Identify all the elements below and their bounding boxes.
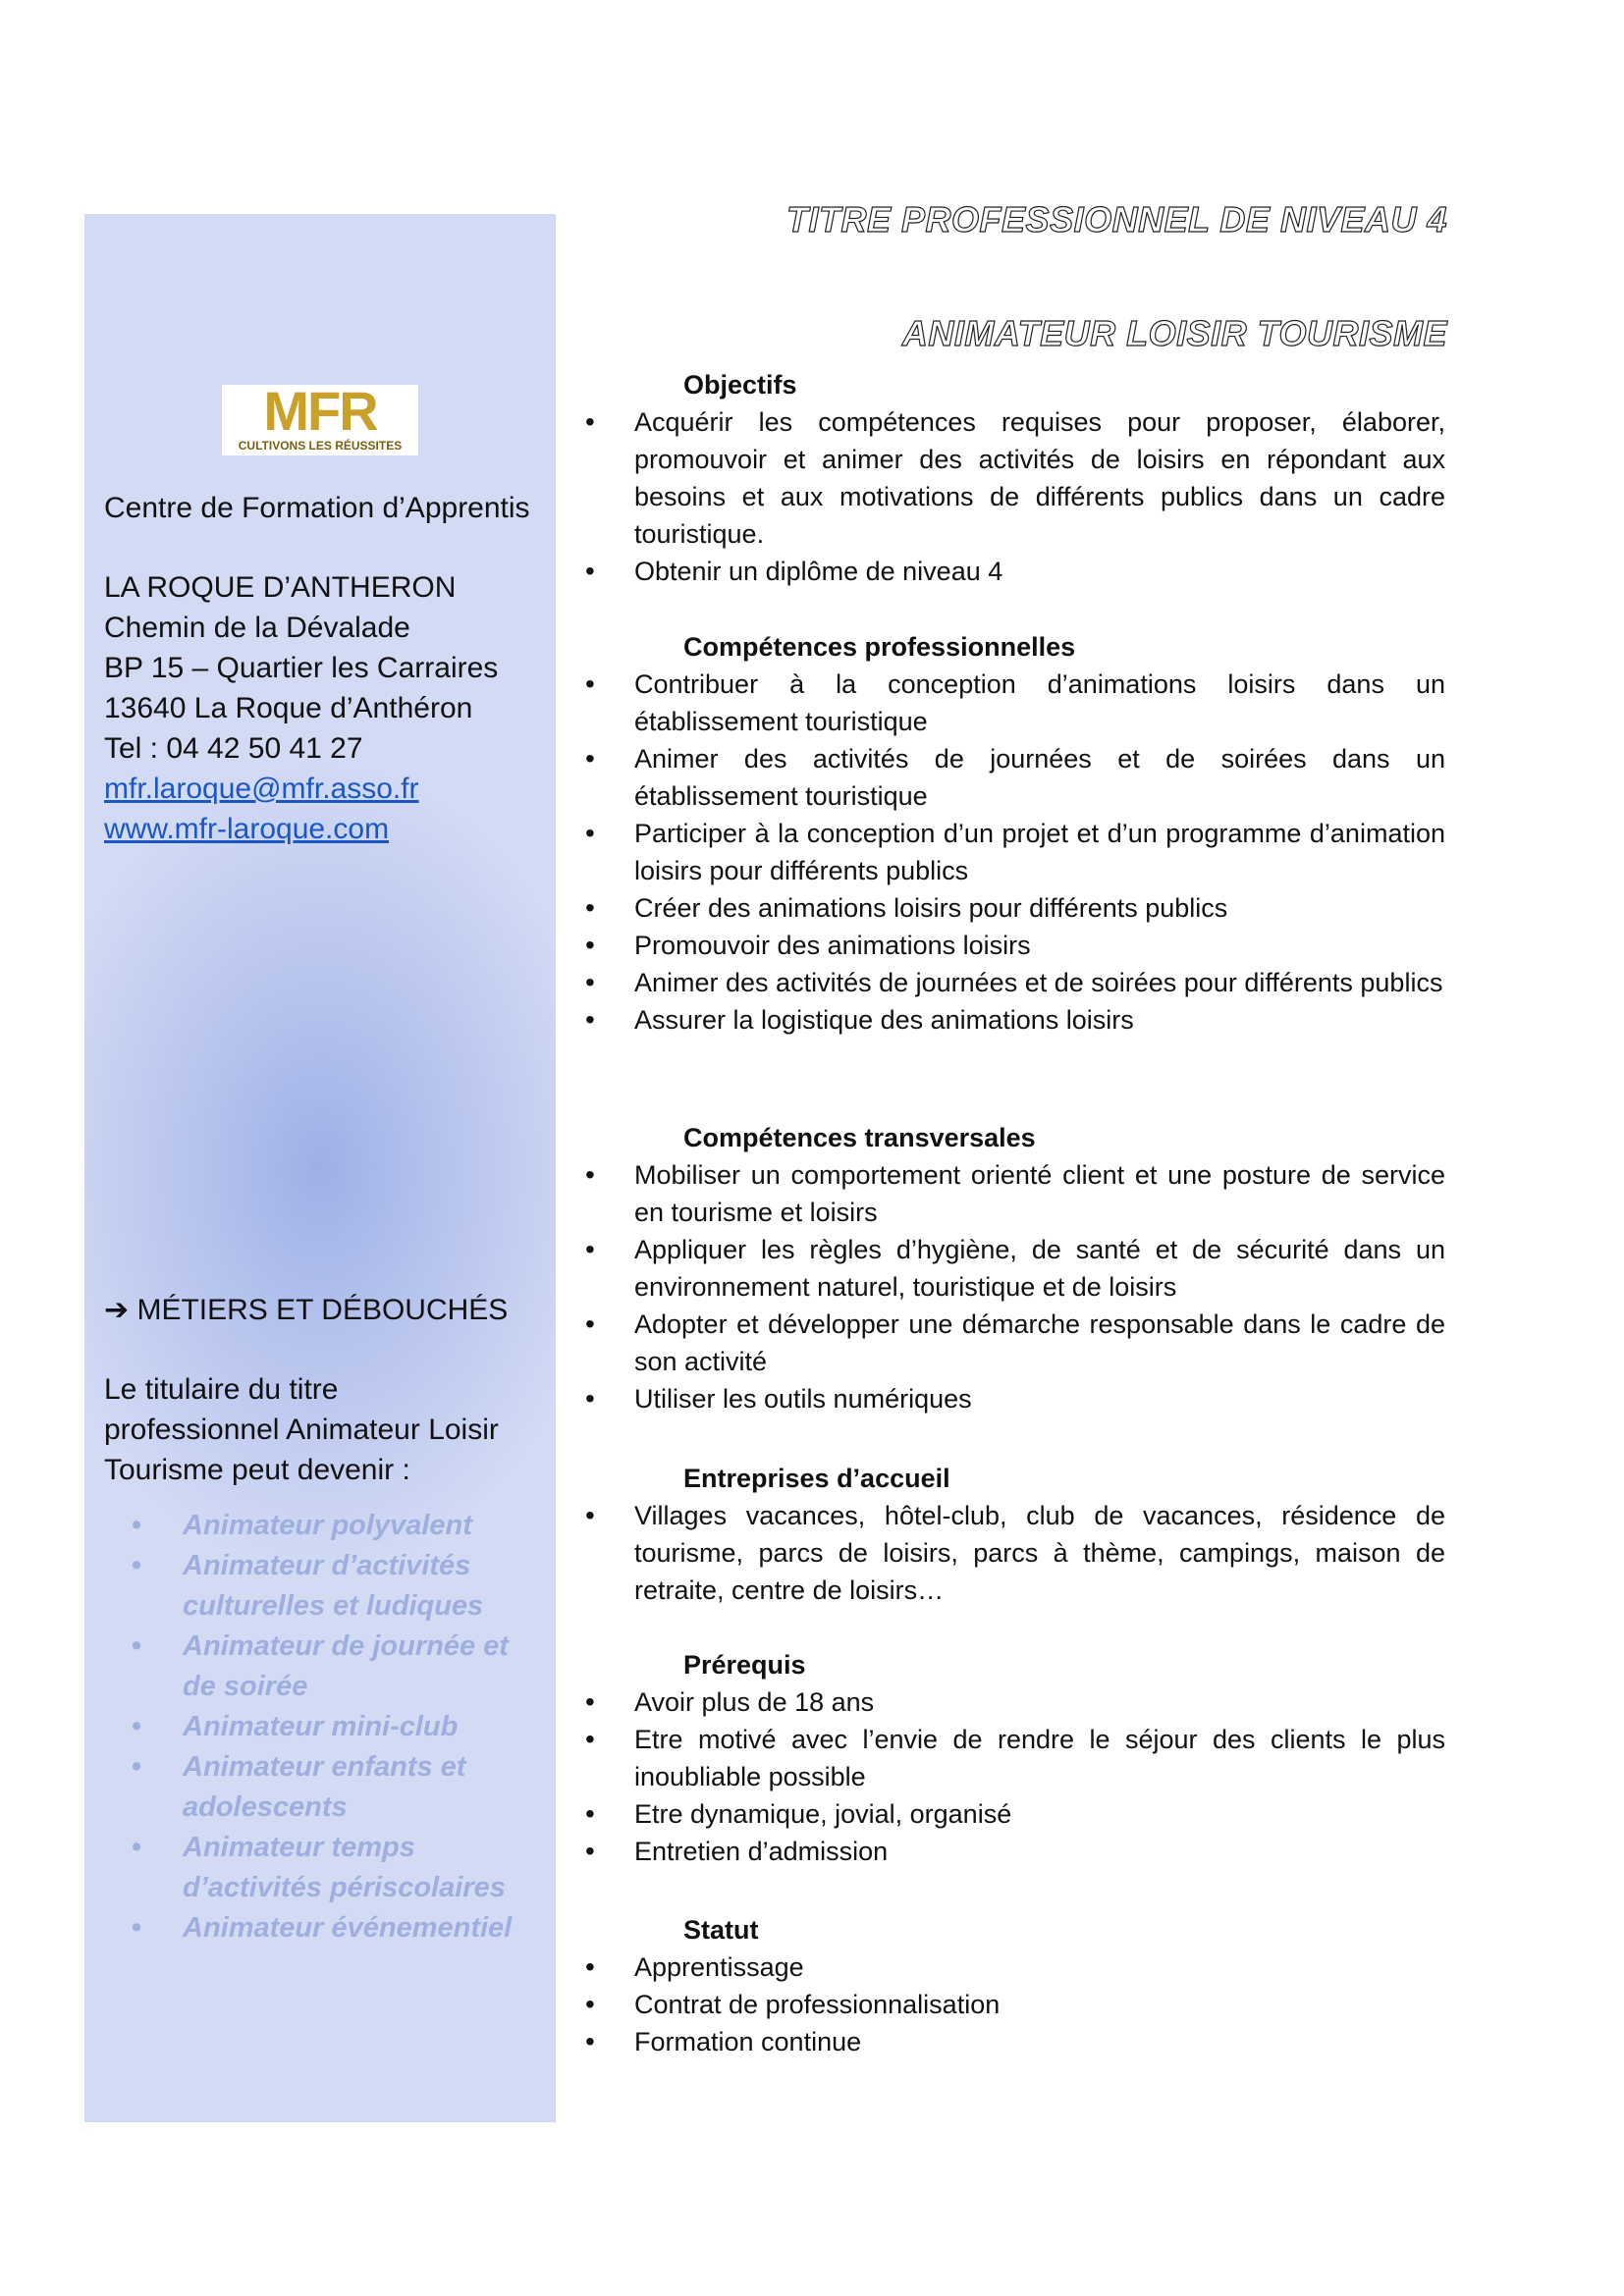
email-link[interactable]: mfr.laroque@mfr.asso.fr (104, 773, 419, 805)
list-item: • Mobiliser un comportement orienté client et une posture de service en tourisme et loisirs (585, 1159, 1445, 1227)
sidebar-panel (84, 214, 556, 2122)
logo-mark: MFR (263, 380, 377, 442)
list-item: • Acquérir les compétences requises pour proposer, élaborer, promouvoir et animer des activités de loisirs en répondant aux besoins et aux motivations de différents publics dans un cadre touristique. (585, 406, 1445, 549)
list-item: • Adopter et développer une démarche responsable dans le cadre de son activité (585, 1308, 1445, 1376)
list-item: • Etre motivé avec l’envie de rendre le séjour des clients le plus inoubliable possible (585, 1724, 1445, 1791)
list-item: • Villages vacances, hôtel-club, club de vacances, résidence de tourisme, parcs de loisirs, parcs à thème, campings, maison de retraite, centre de loisirs… (585, 1500, 1445, 1605)
centre-name: Centre de Formation d’Apprentis (104, 492, 530, 524)
job-item: • Animateur événementiel (132, 1912, 513, 1944)
section-heading: Compétences professionnelles (683, 632, 1076, 662)
section-prerequis (585, 1646, 1445, 1870)
list-item: • Animer des activités de journées et de soirées dans un établissement touristique (585, 743, 1445, 811)
section-heading: Objectifs (683, 370, 797, 400)
list-item: • Appliquer les règles d’hygiène, de santé et de sécurité dans un environnement naturel, touristique et de loisirs (585, 1234, 1445, 1302)
list-item: • Participer à la conception d’un projet et d’un programme d’animation loisirs pour différents publics (585, 818, 1445, 885)
section-heading: Prérequis (683, 1650, 806, 1680)
list-item: • Créer des animations loisirs pour différents publics (585, 892, 1228, 923)
section-objectifs (585, 366, 1445, 590)
mfr-logo (222, 380, 418, 455)
list-item: • Apprentissage (585, 1951, 804, 1982)
list-item: • Etre dynamique, jovial, organisé (585, 1798, 1012, 1829)
title-program: ANIMATEUR LOISIR TOURISME (901, 313, 1447, 353)
list-item: • Animer des activités de journées et de soirées pour différents publics (585, 967, 1443, 997)
section-heading: Compétences transversales (683, 1123, 1036, 1152)
job-item: • Animateur mini-club (132, 1711, 459, 1742)
address-line: Chemin de la Dévalade (104, 612, 410, 644)
section-heading: Statut (683, 1915, 759, 1945)
section-competences-pro (585, 628, 1445, 1039)
address-line: BP 15 – Quartier les Carraires (104, 652, 499, 684)
list-item: • Assurer la logistique des animations loisirs (585, 1004, 1134, 1035)
list-item: • Obtenir un diplôme de niveau 4 (585, 556, 1003, 586)
job-item: • Animateur polyvalent (132, 1510, 472, 1541)
job-item: • Animateur temps d’activités périscolaires (132, 1832, 506, 1903)
list-item: • Contrat de professionnalisation (585, 1989, 1001, 2019)
jobs-list (104, 1506, 546, 1949)
list-item: • Promouvoir des animations loisirs (585, 930, 1031, 960)
job-item: • Animateur enfants et adolescents (132, 1751, 466, 1823)
intro-line: Tourisme peut devenir : (104, 1454, 410, 1486)
job-item: • Animateur de journée et de soirée (132, 1630, 509, 1702)
list-item: • Utiliser les outils numériques (585, 1383, 972, 1414)
phone-number: Tel : 04 42 50 41 27 (104, 732, 363, 765)
list-item: • Contribuer à la conception d’animations loisirs dans un établissement touristique (585, 668, 1445, 736)
section-competences-transversales (585, 1119, 1445, 1417)
job-item: • Animateur d’activités culturelles et ludiques (132, 1550, 484, 1622)
section-entreprises (585, 1460, 1445, 1609)
intro-line: professionnel Animateur Loisir (104, 1414, 499, 1446)
address-line: 13640 La Roque d’Anthéron (104, 692, 473, 724)
address-line: LA ROQUE D’ANTHERON (104, 571, 457, 604)
list-item: • Avoir plus de 18 ans (585, 1686, 875, 1717)
intro-line: Le titulaire du titre (104, 1373, 339, 1406)
list-item: • Entretien d’admission (585, 1836, 889, 1866)
list-item: • Formation continue (585, 2026, 862, 2056)
section-statut (585, 1911, 1445, 2060)
metiers-heading: ➔ MÉTIERS ET DÉBOUCHÉS (104, 1294, 509, 1326)
title-level: TITRE PROFESSIONNEL DE NIVEAU 4 (786, 199, 1447, 240)
section-heading: Entreprises d’accueil (683, 1464, 950, 1493)
website-link[interactable]: www.mfr-laroque.com (104, 813, 390, 845)
logo-tagline: CULTIVONS LES RÉUSSITES (238, 439, 403, 453)
